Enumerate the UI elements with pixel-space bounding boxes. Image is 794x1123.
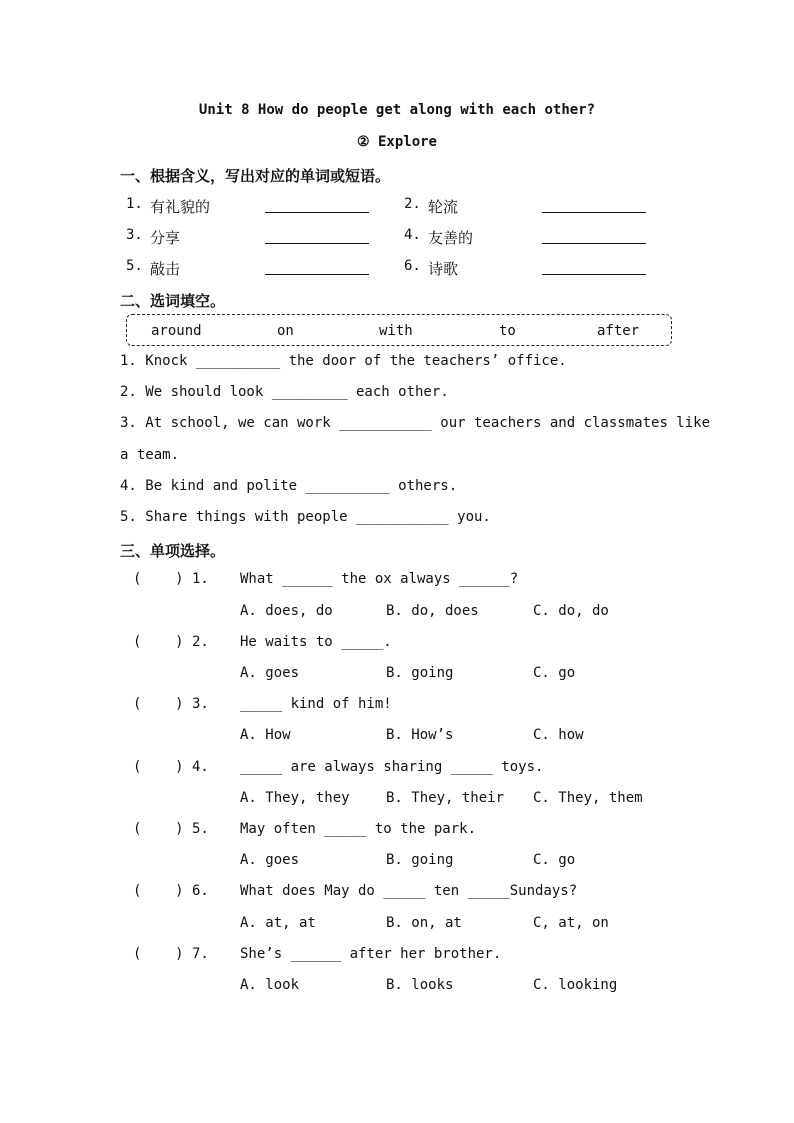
option-a: A. How: [240, 727, 291, 743]
answer-blank[interactable]: [265, 243, 369, 244]
option-a: A. They, they: [240, 790, 350, 806]
question-stem: _____ are always sharing _____ toys.: [240, 759, 544, 775]
word-bank-word: on: [277, 323, 294, 339]
fill-sentence: 2. We should look _________ each other.: [120, 384, 449, 400]
section1-heading: 一、根据含义，写出对应的单词或短语。: [120, 167, 391, 185]
vocab-number: 4.: [404, 227, 421, 243]
option-c: C, at, on: [533, 915, 609, 931]
question-stem: He waits to _____.: [240, 634, 392, 650]
option-a: A. goes: [240, 852, 300, 868]
option-c: C. go: [533, 852, 576, 868]
vocab-number: 3.: [126, 227, 143, 243]
answer-blank[interactable]: [542, 212, 646, 213]
fill-sentence: 5. Share things with people ___________ you.: [120, 509, 491, 525]
option-a: A. does, do: [240, 603, 333, 619]
fill-sentence: 4. Be kind and polite __________ others.: [120, 478, 458, 494]
answer-blank[interactable]: [542, 274, 646, 275]
question-stem: May often _____ to the park.: [240, 821, 477, 837]
section3-heading: 三、单项选择。: [120, 542, 226, 560]
option-a: A. at, at: [240, 915, 316, 931]
word-bank-word: around: [151, 323, 202, 339]
question-stem: What does May do _____ ten _____Sundays?: [240, 883, 578, 899]
option-b: B. going: [386, 665, 454, 681]
option-a: A. look: [240, 977, 300, 993]
option-c: C. go: [533, 665, 576, 681]
fill-sentence: 1. Knock __________ the door of the teachers’ office.: [120, 353, 567, 369]
question-stem: What ______ the ox always ______?: [240, 571, 519, 587]
answer-bracket[interactable]: ( ) 4.: [133, 759, 209, 775]
vocab-prompt: 敲击: [150, 260, 181, 278]
answer-bracket[interactable]: ( ) 3.: [133, 696, 209, 712]
question-stem: _____ kind of him!: [240, 696, 392, 712]
option-b: B. on, at: [386, 915, 462, 931]
option-b: B. How’s: [386, 727, 454, 743]
fill-sentence-continuation: a team.: [120, 447, 180, 463]
fill-sentence: 3. At school, we can work ___________ our teachers and classmates like: [120, 415, 711, 431]
option-c: C. do, do: [533, 603, 609, 619]
answer-bracket[interactable]: ( ) 2.: [133, 634, 209, 650]
vocab-number: 6.: [404, 258, 421, 274]
answer-bracket[interactable]: ( ) 1.: [133, 571, 209, 587]
option-b: B. do, does: [386, 603, 479, 619]
page-subtitle: ② Explore: [357, 134, 437, 150]
vocab-prompt: 有礼貌的: [150, 198, 211, 216]
answer-blank[interactable]: [265, 274, 369, 275]
section2-heading: 二、选词填空。: [120, 292, 226, 310]
option-c: C. looking: [533, 977, 618, 993]
option-b: B. They, their: [386, 790, 505, 806]
answer-bracket[interactable]: ( ) 6.: [133, 883, 209, 899]
vocab-prompt: 友善的: [428, 229, 474, 247]
option-b: B. going: [386, 852, 454, 868]
option-c: C. They, them: [533, 790, 643, 806]
vocab-row: [0, 196, 794, 220]
page-title: Unit 8 How do people get along with each other?: [198, 102, 596, 118]
answer-blank[interactable]: [542, 243, 646, 244]
vocab-row: [0, 258, 794, 282]
word-bank-box: [126, 314, 672, 346]
vocab-number: 5.: [126, 258, 143, 274]
answer-bracket[interactable]: ( ) 7.: [133, 946, 209, 962]
word-bank-word: to: [499, 323, 516, 339]
vocab-number: 2.: [404, 196, 421, 212]
vocab-row: [0, 227, 794, 251]
word-bank-word: with: [379, 323, 413, 339]
word-bank-word: after: [597, 323, 640, 339]
answer-bracket[interactable]: ( ) 5.: [133, 821, 209, 837]
option-c: C. how: [533, 727, 584, 743]
question-stem: She’s ______ after her brother.: [240, 946, 502, 962]
vocab-prompt: 轮流: [428, 198, 459, 216]
vocab-prompt: 分享: [150, 229, 181, 247]
answer-blank[interactable]: [265, 212, 369, 213]
vocab-prompt: 诗歌: [428, 260, 459, 278]
option-b: B. looks: [386, 977, 454, 993]
vocab-number: 1.: [126, 196, 143, 212]
option-a: A. goes: [240, 665, 300, 681]
